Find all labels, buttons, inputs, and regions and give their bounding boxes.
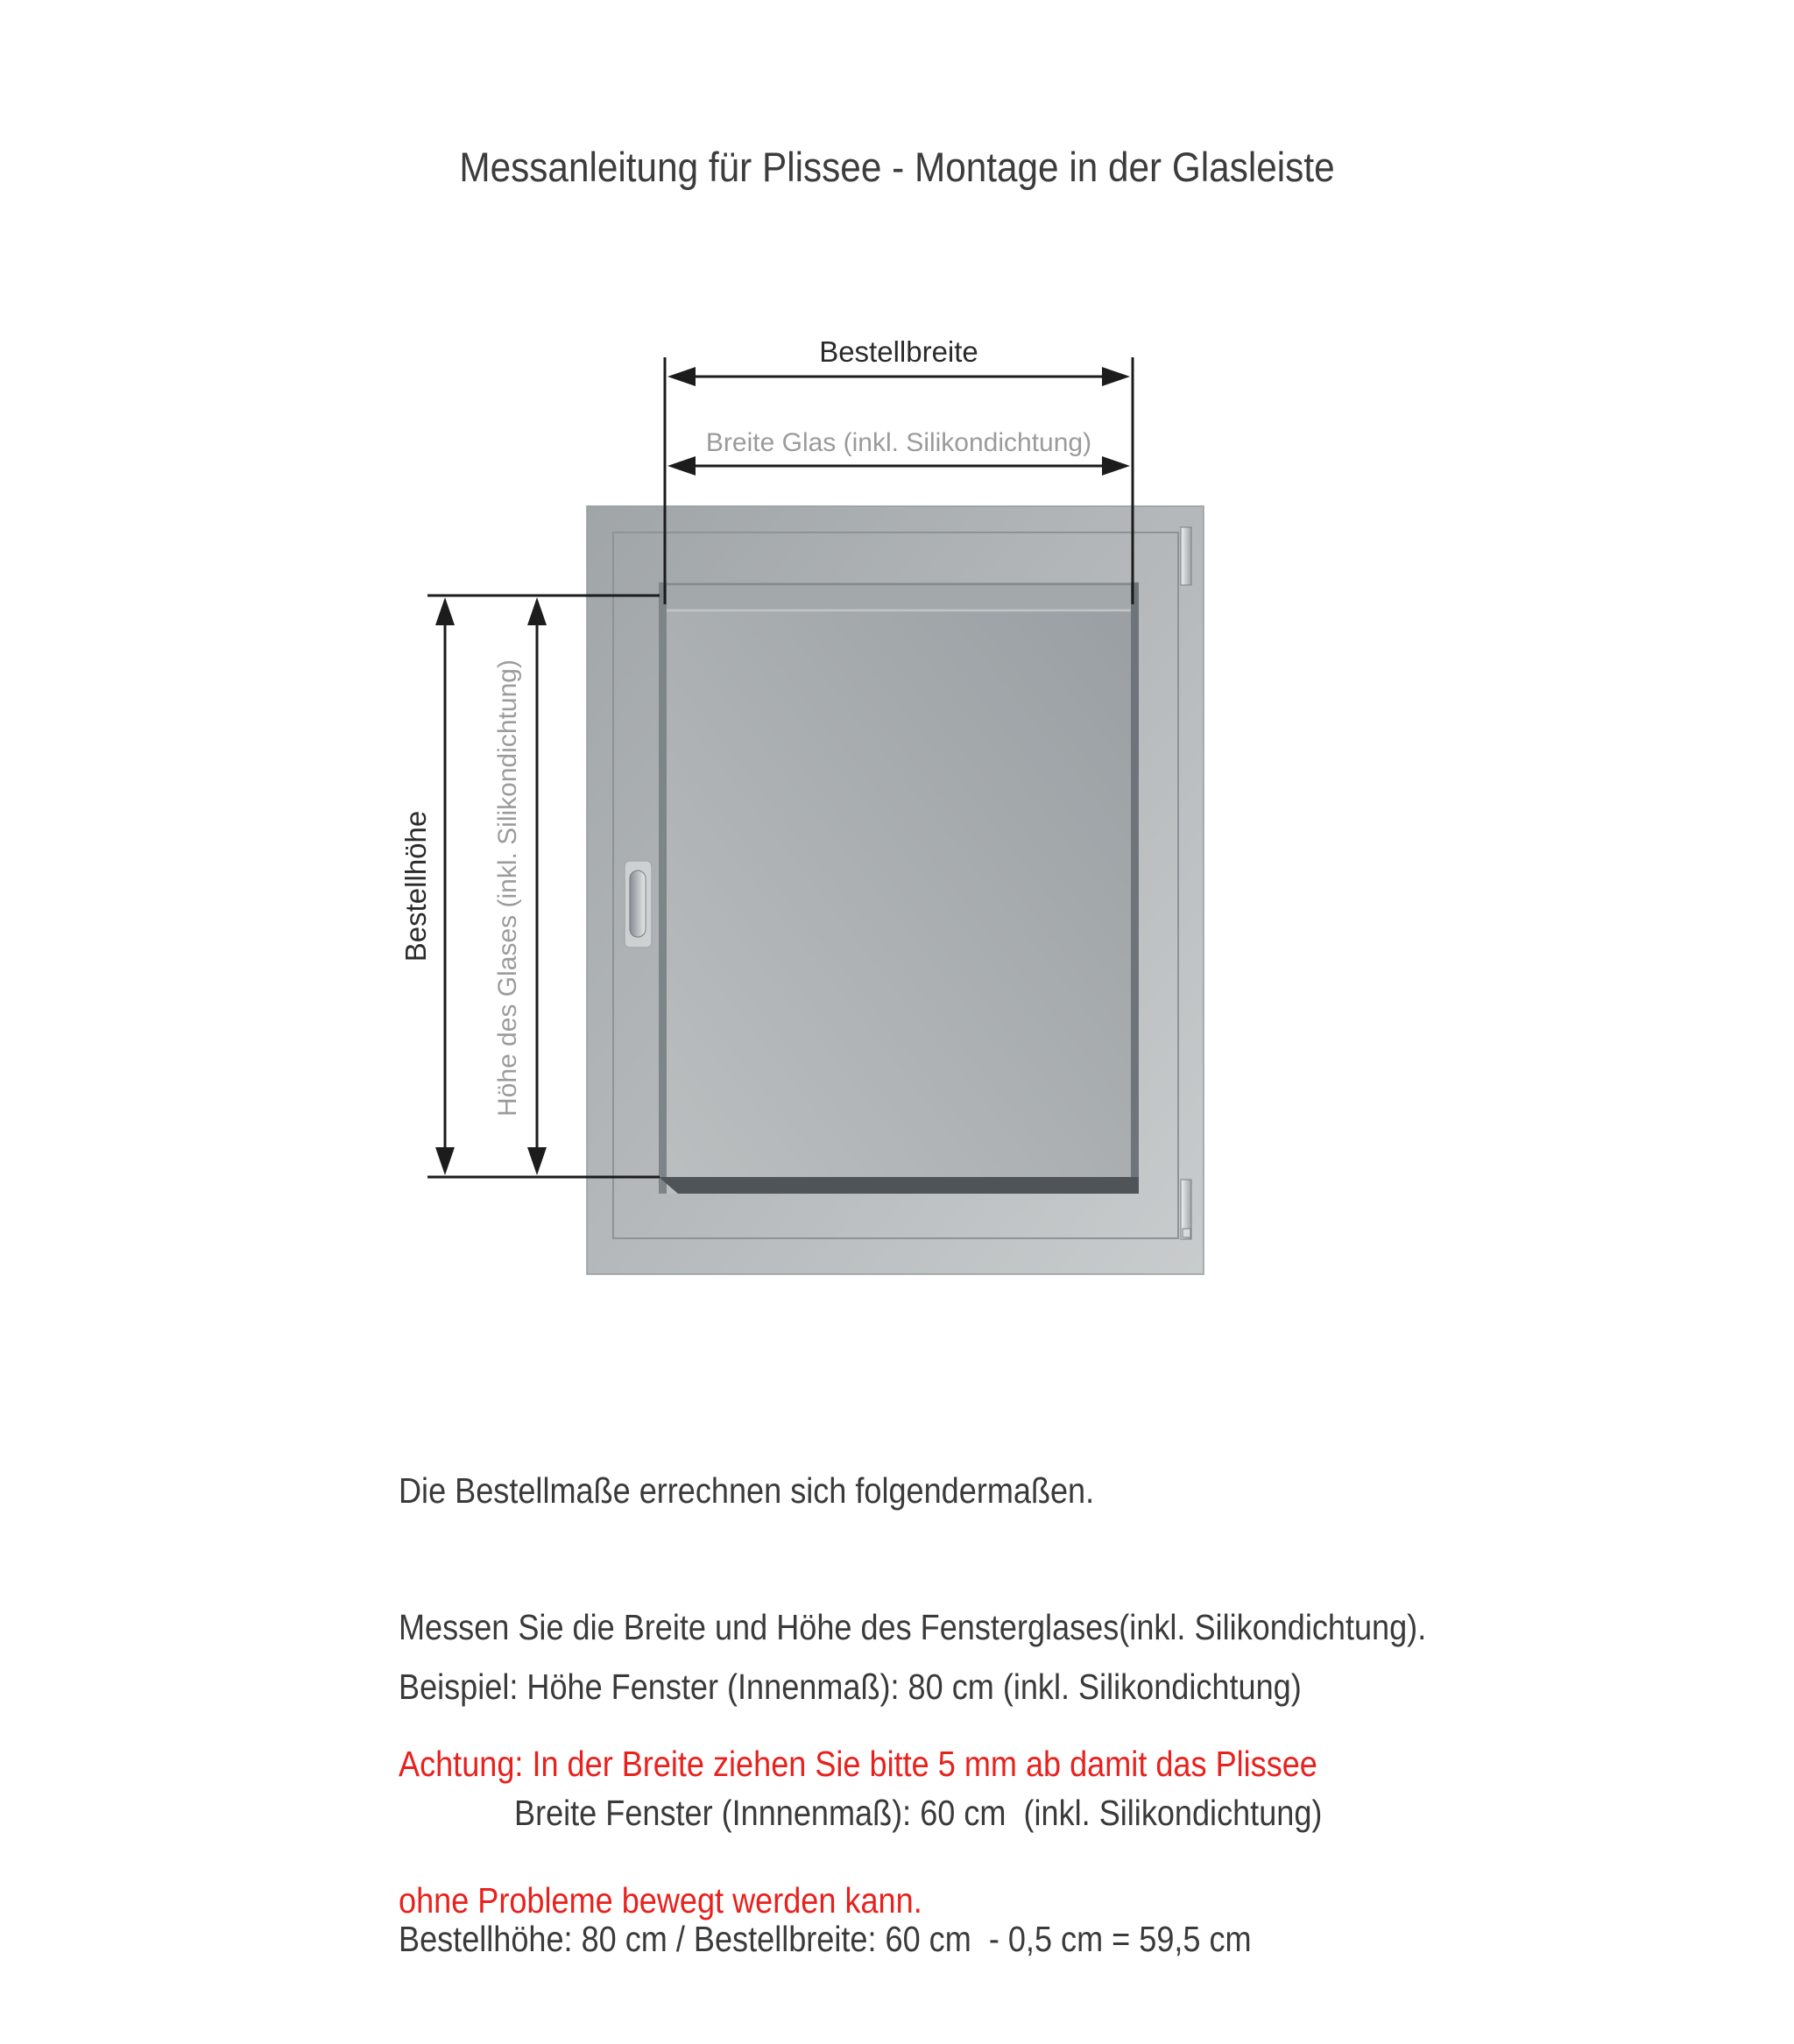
instruction-line: Messen Sie die Breite und Höhe des Fensterglases(inkl. Silikondichtung). bbox=[399, 1607, 1427, 1647]
instruction-line: Die Bestellmaße errechnen sich folgendermaßen. bbox=[399, 1470, 1095, 1511]
warning-line: Achtung: In der Breite ziehen Sie bitte 5 mm ab damit das Plissee bbox=[399, 1744, 1317, 1784]
order-width-label: Bestellbreite bbox=[819, 335, 978, 368]
arrowhead-right bbox=[1102, 367, 1130, 386]
example-line: Breite Fenster (Innnenmaß): 60 cm (inkl. Silikondichtung) bbox=[514, 1793, 1323, 1833]
arrowhead-left bbox=[667, 456, 696, 476]
arrowhead-down bbox=[435, 1147, 455, 1175]
warning-line: ohne Probleme bewegt werden kann. bbox=[399, 1880, 922, 1921]
window-handle-lever bbox=[630, 870, 646, 937]
page-title: Messanleitung für Plissee - Montage in der Glasleiste bbox=[459, 144, 1335, 190]
window-glass bbox=[659, 582, 1139, 1194]
example-line: Bestellhöhe: 80 cm / Bestellbreite: 60 cm - 0,5 cm = 59,5 cm bbox=[399, 1919, 1252, 1959]
hinge-screw bbox=[1183, 1229, 1190, 1237]
arrowhead-right bbox=[1102, 456, 1130, 476]
hinge-top bbox=[1181, 527, 1191, 585]
example-block bbox=[399, 1582, 1322, 2044]
glazing-top-band bbox=[659, 582, 1139, 611]
arrowhead-up bbox=[435, 597, 455, 625]
arrowhead-up bbox=[527, 597, 547, 625]
arrowhead-down bbox=[527, 1147, 547, 1175]
glass-left-shadow bbox=[659, 582, 667, 1194]
glazing-bottom-bar bbox=[659, 1177, 1139, 1194]
glass-height-label: Höhe des Glases (inkl. Silikondichtung) bbox=[493, 659, 522, 1117]
arrowhead-left bbox=[667, 367, 696, 386]
glass-width-label: Breite Glas (inkl. Silikondichtung) bbox=[705, 428, 1092, 457]
order-height-label: Bestellhöhe bbox=[399, 810, 432, 962]
glass-right-shadow bbox=[1131, 582, 1139, 1194]
example-line: Beispiel: Höhe Fenster (Innenmaß): 80 cm (inkl. Silikondichtung) bbox=[399, 1667, 1302, 1707]
window-illustration bbox=[587, 506, 1204, 1274]
